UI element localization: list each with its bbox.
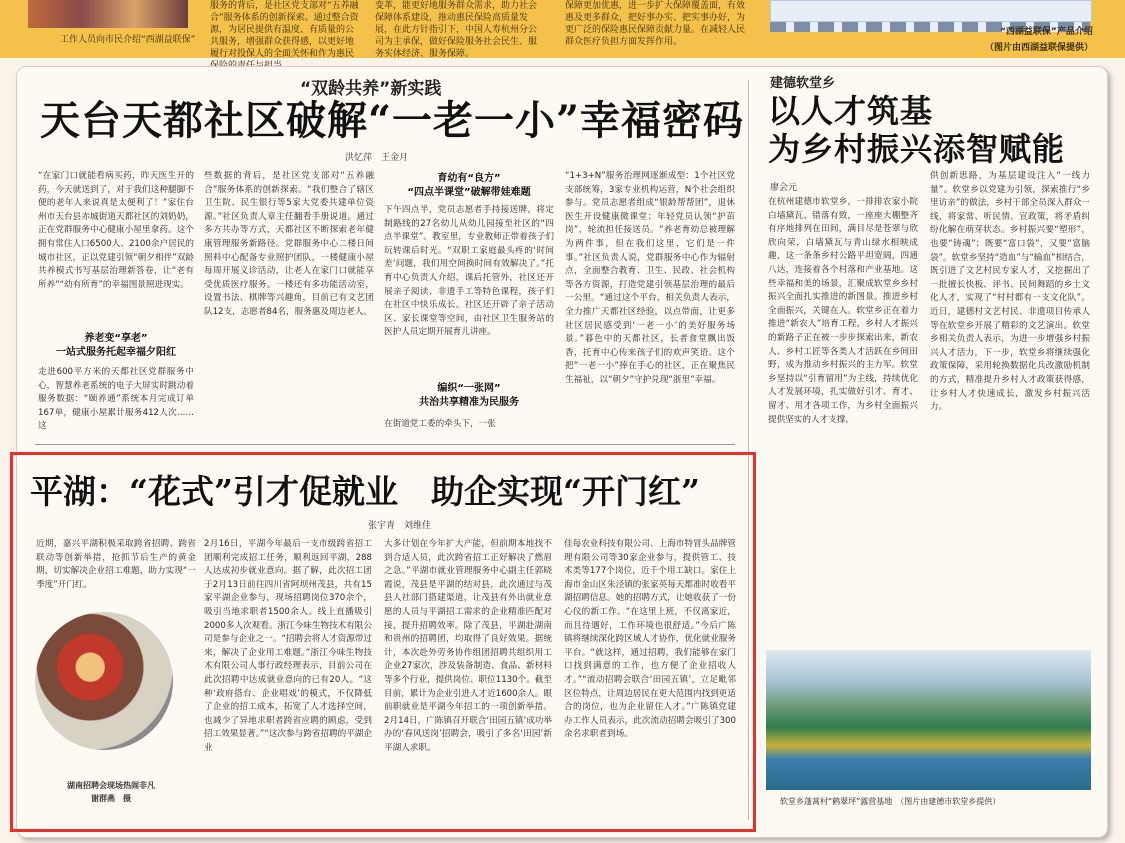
- article3-column-4: 佳每农业科技有限公司、上海市特冒头品牌管理有限公司等30家企业参与，提供管工、技术类等177个岗位，近千个用工缺口。家住上海市金山区朱泾镇的张家英每天都准时收看平湖招聘信息。她的招聘方式，让她收获了一份心仪的新工作。“在这里上班，不仅离家近，而且待遇好，工作环境也很舒适。”今后广陈镇将继续深化跨区域人才协作，优化就业服务平台。“就这样，通过招聘，我们能够在家门口找到满意的工作，也方便了企业招收人才。”“流动招聘会联合‘田园五镇’，立足毗邻区位特点，让周边居民在更大范围内找到更适合的岗位，也为企业留住人才。”广陈镇党建办工作人员表示，此次流动招聘会吸引了300余名求职者到场。: [564, 539, 736, 740]
- article3-column-2: 2月16日，平湖今年最后一支市级跨省招工团顺利完成招工任务，顺利返回平湖，288人达成初步就业意向。据了解，此次招工团于2月13日前往四川省阿坝州茂县，共有15家平湖企业参与，现场招聘岗位370余个，吸引当地求职者1500余人。线上直播吸引2000多人次观看。浙江今味生物技术有限公司是参与企业之一。“招聘会将人才资源带过来，解决了企业用工难题。”浙江今味生物技术有限公司人事行政经理表示，目前公司在此次招聘中达成就业意向的已有20人。“这种‘政府搭台、企业唱戏’的模式，不仅降低了企业的招工成本，拓宽了人才选择空间，也减少了异地求职者跨省应聘的顾虑，受到招工效果显著。”“这次参与跨省招聘的平湖企业: [204, 539, 372, 753]
- job-fair-photo-caption: 湖南招聘会现场热闹非凡: [67, 781, 155, 790]
- article3-author: 张宇青 刘维佳: [368, 521, 432, 531]
- article1-column-4: “1+3+N”服务治理网逐渐成型：1个社区党支部统筹，3家专业机构运营，N个社会组织参与。党员志愿者组成“银龄帮帮团”，退休医生开设健康微课堂；年轻党员认领“护苗岗”，轮流担任接送员。“养老育幼总被理解为两件事，但在我们这里，它们是一件事。”社区负责人说，党群服务中心作为辐射点，全面整合教育、卫生、民政、社会机构等各方资源，打造党建引领基层治理的最后一公里。“通过这个平台，相关负责人表示，全力推广天都社区经验，以点带面，让更多社区居民感受到‘一老一小’的美好服务场景。”暮色中的天都社区，长者食堂飘出饭香，托育中心传来孩子们的欢声笑语。这个把“一老一小”捧在手心的社区，正在聚焦民生福祉，以“朝夕”守护兑现“浙里”幸福。: [565, 171, 735, 385]
- article1-subhead-3: 编织“一张网” 共治共享精准为民服务: [419, 383, 519, 408]
- article1-column-1b: 走进600平方米的天都社区党群服务中心，智慧养老系统的电子大屏实时跳动着服务数据：“颐养通”系统本月完成订单167单，健康小屋累计服务412人次……这: [38, 367, 194, 432]
- banner-credit: （图片由西湖益联保提供）: [985, 43, 1094, 53]
- article2-kicker: 建德软堂乡: [770, 76, 836, 91]
- article2-headline-line1: 以人才筑基: [768, 92, 934, 130]
- top-column-3: 变革，能更好地服务群众需求，助力社会保障体系建设，推动惠民保险高质量发展，在此方针指引下，中国人寿杭州分公司为主承保，做好保险服务社会民生、服务实体经济、服务保障。: [375, 1, 538, 59]
- product-banner: [770, 0, 1092, 22]
- article2-author: 廖会元: [770, 183, 798, 193]
- article1-author: 洪忆萍 王金月: [345, 153, 409, 163]
- article2-headline-line2: 为乡村振兴添智赋能: [768, 130, 1066, 168]
- banner-caption: “西湖益联保”产品介绍: [1000, 27, 1093, 37]
- article1-column-2: 些数据的背后，是社区党支部对“五养融合”服务体系的创新探索。“我们整合了辖区卫生院、民生银行等5家大党委共建单位资源。”社区负责人章主任翻看手册说道。通过多方共办等方式，天都社区不断探索老年健康管理服务新路径。党群服务中心二楼日间照料中心配备专业照护团队，一楼健康小屋每周开展义诊活动，让老人在家门口就能享受优质医疗服务。一楼还有多功能活动室，设置书法、棋牌等兴趣角，目前已有文艺团队12支，志愿者84名，服务惠及周边老人。: [204, 171, 374, 317]
- article1-subhead-2: 育幼有“良方” “四点半课堂”破解带娃难题: [407, 173, 531, 198]
- top-column-2: 服务的背后，是社区党支部对“五养融合”服务体系的创新探索。通过整合资源，为居民提供有温度、有质量的公共服务，增强群众获得感，以更好地履行对投保人的全面关怀和作为惠民: [210, 1, 359, 59]
- promo-photo: [28, 0, 188, 28]
- article2-column-2: 供创新思路，为基层建设注入“一线力量”。软堂乡以党建为引领，探索推行“乡里访亲”的做法，乡村干部全员深入群众一线，将家常、听民情、宣政策，将矛盾纠纷化解在萌芽状态。乡村振兴要“塑形”，也要“铸魂”；既要“富口袋”，又要“富脑袋”。软堂乡坚持“造血”与“输血”相结合，既引进了文艺村民专家人才，又挖掘出了一批擅长快板、评书、民间舞蹈的乡土文化人才，实现了“村村都有一支文化队”。近日，建德村文艺村民、非遗项目传承人等在软堂乡开展了精彩的文艺演出。软堂乡相关负责人表示，为进一步增强乡村振兴人才活力，下一步，软堂乡将继续强化政策保障，采用轮换数据化兵改激励机制的方式，精准提升乡村人才政策获得感，让乡村人才快速成长，激发乡村振兴活力。: [930, 171, 1090, 413]
- camping-site-photo: [766, 650, 1091, 790]
- section-divider: [35, 444, 735, 445]
- article3-headline: 平湖：“花式”引才促就业 助企实现“开门红”: [30, 472, 700, 511]
- job-fair-photo-credit: 谢群燕 摄: [91, 794, 131, 803]
- article1-kicker: “双龄共养”新实践: [300, 79, 442, 99]
- article3-column-3: 大多计划在今年扩大产能，但前期本地找不到合适人员，此次跨省招工正好解决了燃眉之急。”平湖市就业管理服务中心副主任郭晓霞说，茂县是平湖的结对县，此次通过与茂县人社部门搭建渠道，让茂县有外出就业意愿的人员与平湖招工需求的企业精准匹配对接，提升招聘效率。除了茂县，平湖赴湖南和贵州的招聘团，均取得了良好效果。据统计，本次赴外劳务协作组团招聘共组织用工企业27家次，涉及装备制造、食品、新材料等多个行业，提供岗位、职位1130个。截至目前，累计为企业引进人才近1600余人。眼前职就业是平湖今年招工的一项创新举措。2月14日，广陈镇召开联合‘田园五镇’成功举办的‘春风送岗’招聘会，吸引了多名‘田园’新平湖人求职。: [384, 539, 552, 753]
- promo-photo-caption: 工作人员向市民介绍“西湖益联保”: [60, 35, 196, 45]
- article1-headline: 天台天都社区破解“一老一小”幸福密码: [40, 97, 745, 144]
- article1-column-3: 下午四点半，党员志愿者手持接送牌，将定制路线的27名幼儿从幼儿园接至社区的“四点半课堂”。教室里，专业教师正带着孩子们玩转课后时光。“双职工家庭最头疼的‘时间差’问题，我们用空间换时间有效解决了。”托育中心负责人介绍，课后托管外，社区还开展亲子阅读、非遗手工等特色课程，孩子们在社区中快乐成长。社区还开辟了亲子活动区、家长课堂等空间，由社区卫生服务站的医护人员定期开展育儿讲座。: [384, 205, 554, 338]
- article1-column-3b: 在街道党工委的牵头下，一张: [384, 419, 496, 429]
- article1-column-1: “在家门口就能看病买药，昨天医生开的药，今天就送到了，对于我们这种腿脚不便的老年人来说真是太便利了！”家住台州市天台县赤城街道天都社区的刘奶奶，正在党群服务中心健康小屋里拿药。这个拥有常住人口6500人、2100余户居民的城市社区，正以党建引领“朝夕相伴”双龄共养模式书写基层治理新答卷，让“老有所养”“幼有所育”的幸福图景照进现实。: [38, 171, 194, 290]
- job-fair-photo: [35, 612, 173, 750]
- camping-photo-caption: 软堂乡蓬蒿村“鹤翠坪”露营基地 （图片由建德市软堂乡提供）: [780, 797, 1001, 806]
- article2-column-1: 在杭州建德市软堂乡，一排排农家小院白墙黛瓦、错落有致，一座座大棚整齐有序地排列在田间，满目尽是苍翠与欣欣向荣，白墙黛瓦与青山绿水相映成趣，这一条条乡村公路平坦宽阔，四通八达，连接着各个村落和产业基地。这些幸福和美的场景，汇聚成软堂乡乡村振兴全面扎实推进的新图景。推进乡村全面振兴，关键在人。软堂乡正在着力推进“新农人”培育工程，乡村人才振兴的新路子正在被一步步探索出来，新农人、乡村工匠等各类人才活跃在乡间田野，成为推动乡村振兴的主力军。软堂乡坚持以“引育留用”为主线，持续优化人才发展环境，扎实做好引才、育才、留才、用才各项工作，为乡村全面振兴提供坚实的人才支撑。: [768, 197, 918, 425]
- article3-lead: 近期，嘉兴平湖积极采取跨省招聘、跨省联动等创新举措，抢抓节后生产的黄金期，切实解决企业招工难题，助力实现“一季度”开门红。: [36, 539, 196, 590]
- top-column-4: 保障更加优惠，进一步扩大保障覆盖面，有效惠及更多群众，把好事办实、把实事办好，为更广泛的保险惠民保障贡献力量。在减轻人民群众医疗负担方面发挥作用。: [565, 1, 746, 47]
- article1-subhead-1: 养老变“享老” 一站式服务托起幸福夕阳红: [56, 333, 176, 358]
